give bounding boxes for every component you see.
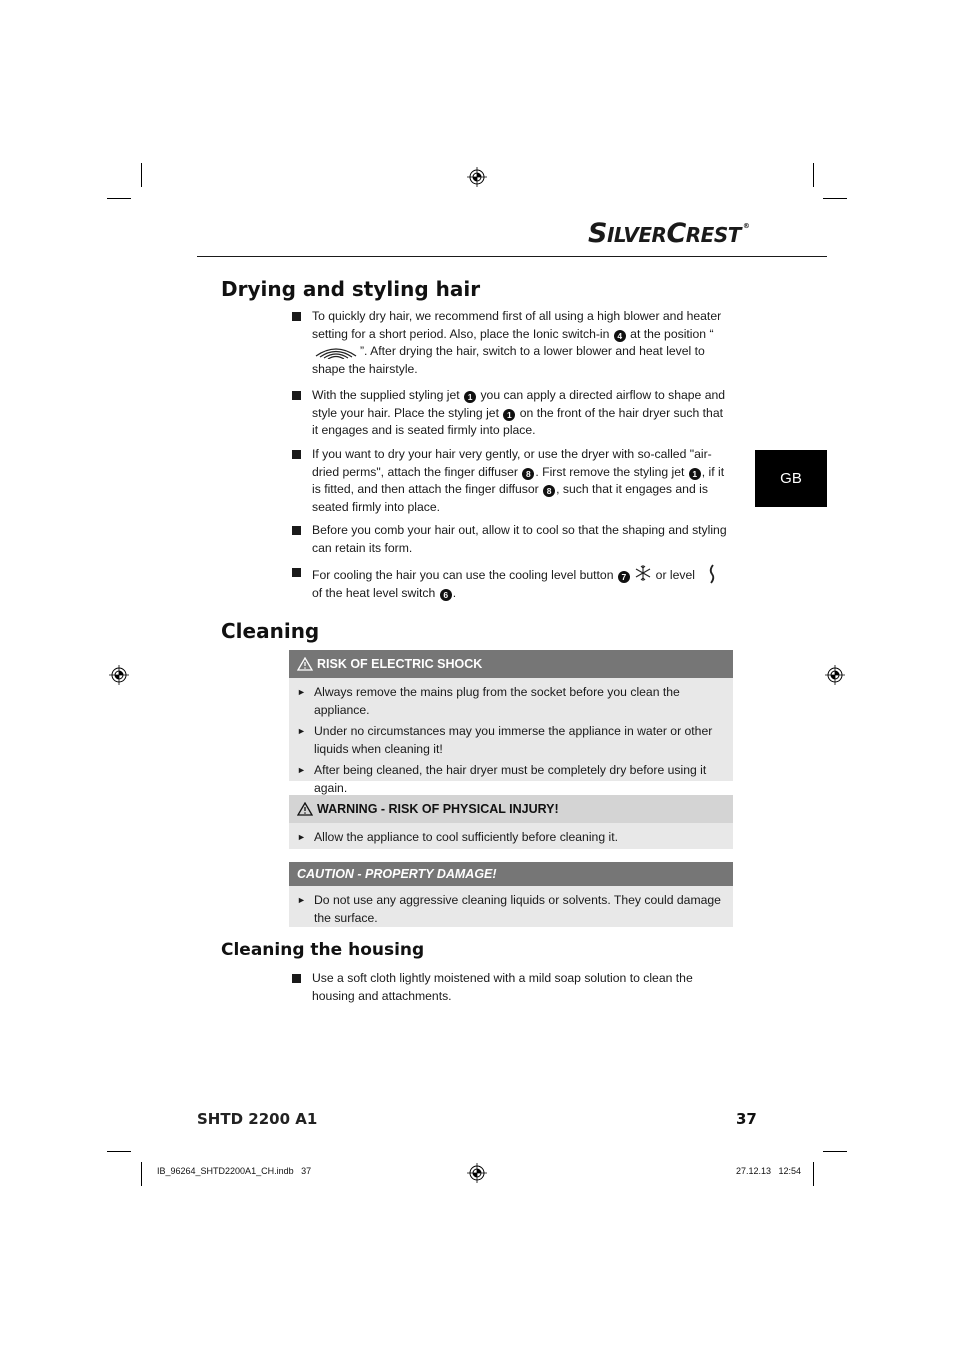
bullet-square-icon <box>292 450 301 459</box>
section-title-drying: Drying and styling hair <box>221 277 481 301</box>
caution-box-property-damage <box>289 862 733 927</box>
caution-line: ► Do not use any aggressive cleaning liquids or solvents. They could damage the surface. <box>297 893 721 925</box>
arrow-bullet-icon: ► <box>297 687 306 697</box>
warning-line: ► Allow the appliance to cool sufficiently before cleaning it. <box>297 829 725 847</box>
part-number-badge: 7 <box>618 571 630 583</box>
arrow-bullet-icon: ► <box>297 726 306 736</box>
bullet-square-icon <box>292 391 301 400</box>
crop-mark <box>813 1162 814 1186</box>
heat-level-icon <box>698 564 724 584</box>
part-number-badge: 1 <box>464 391 476 403</box>
warning-line: ► After being cleaned, the hair dryer must be completely dry before using it again. <box>297 763 707 795</box>
arrow-bullet-icon: ► <box>297 895 306 905</box>
warning-header: RISK OF ELECTRIC SHOCK <box>289 650 733 678</box>
arrow-bullet-icon: ► <box>297 832 306 842</box>
warning-line: ► Under no circumstances may you immerse the appliance in water or other liquids when cleaning it! <box>297 724 713 756</box>
bullet-square-icon <box>292 526 301 535</box>
registration-mark-icon <box>109 665 129 685</box>
list-item: For cooling the hair you can use the cooling level button 7 or level of the heat level switch 6 . <box>292 564 732 602</box>
warning-triangle-icon <box>297 802 313 816</box>
caution-header: CAUTION - PROPERTY DAMAGE! <box>289 862 733 886</box>
part-number-badge: 8 <box>543 485 555 497</box>
list-item: To quickly dry hair, we recommend first of all using a high blower and heater setting for a short period. Also, place the Ionic switch-in 4 at the position “”. After drying the hair, switch to a lower blower and heat level to shape the hairstyle. <box>292 308 732 378</box>
language-tab-label: GB <box>780 470 802 487</box>
page-number: 37 <box>736 1110 757 1128</box>
list-item: Before you comb your hair out, allow it to cool so that the shaping and styling can retain its form. <box>292 522 732 557</box>
bullet-square-icon <box>292 312 301 321</box>
warning-header: WARNING - RISK OF PHYSICAL INJURY! <box>289 795 733 823</box>
crop-mark <box>823 1151 847 1152</box>
ionic-waves-icon <box>312 343 360 359</box>
crop-mark <box>107 1151 131 1152</box>
print-slug-file: IB_96264_SHTD2200A1_CH.indb 37 <box>157 1166 312 1176</box>
warning-box-physical-injury <box>289 795 733 849</box>
part-number-badge: 8 <box>522 468 534 480</box>
part-number-badge: 4 <box>614 330 626 342</box>
warning-box-electric-shock <box>289 650 733 795</box>
registration-mark-icon <box>467 1163 487 1183</box>
crop-mark <box>141 163 142 187</box>
crop-mark <box>141 1162 142 1186</box>
list-item: With the supplied styling jet 1 you can apply a directed airflow to shape and style your hair. Place the styling jet 1 on the front of the hair dryer such that it engages and is seated firmly into place. <box>292 387 732 440</box>
part-number-badge: 1 <box>689 468 701 480</box>
header-divider <box>197 256 827 257</box>
bullet-square-icon <box>292 974 301 983</box>
section-title-cleaning: Cleaning <box>221 619 320 643</box>
arrow-bullet-icon: ► <box>297 765 306 775</box>
crop-mark <box>813 163 814 187</box>
part-number-badge: 1 <box>503 409 515 421</box>
section-title-housing: Cleaning the housing <box>221 940 425 960</box>
registration-mark-icon <box>467 167 487 187</box>
warning-line: ► Always remove the mains plug from the socket before you clean the appliance. <box>297 685 680 717</box>
part-number-badge: 6 <box>440 589 452 601</box>
crop-mark <box>107 198 131 199</box>
crop-mark <box>823 198 847 199</box>
model-number: SHTD 2200 A1 <box>197 1110 318 1128</box>
warning-triangle-icon <box>297 657 313 671</box>
list-item: If you want to dry your hair very gently, or use the dryer with so-called "air-dried perms", attach the finger diffuser 8 . First remove the styling jet 1 , if it is fitted, and then attach the finger diffusor 8 , such that it engages and is seated firmly into place. <box>292 446 732 516</box>
language-tab <box>755 450 827 507</box>
registration-mark-icon <box>825 665 845 685</box>
snowflake-icon <box>634 564 652 582</box>
brand-logo: SILVERCREST ® <box>588 218 750 249</box>
list-item: Use a soft cloth lightly moistened with a mild soap solution to clean the housing and attachments. <box>292 970 732 1005</box>
bullet-square-icon <box>292 568 301 577</box>
print-slug-date: 27.12.13 12:54 <box>736 1166 802 1176</box>
